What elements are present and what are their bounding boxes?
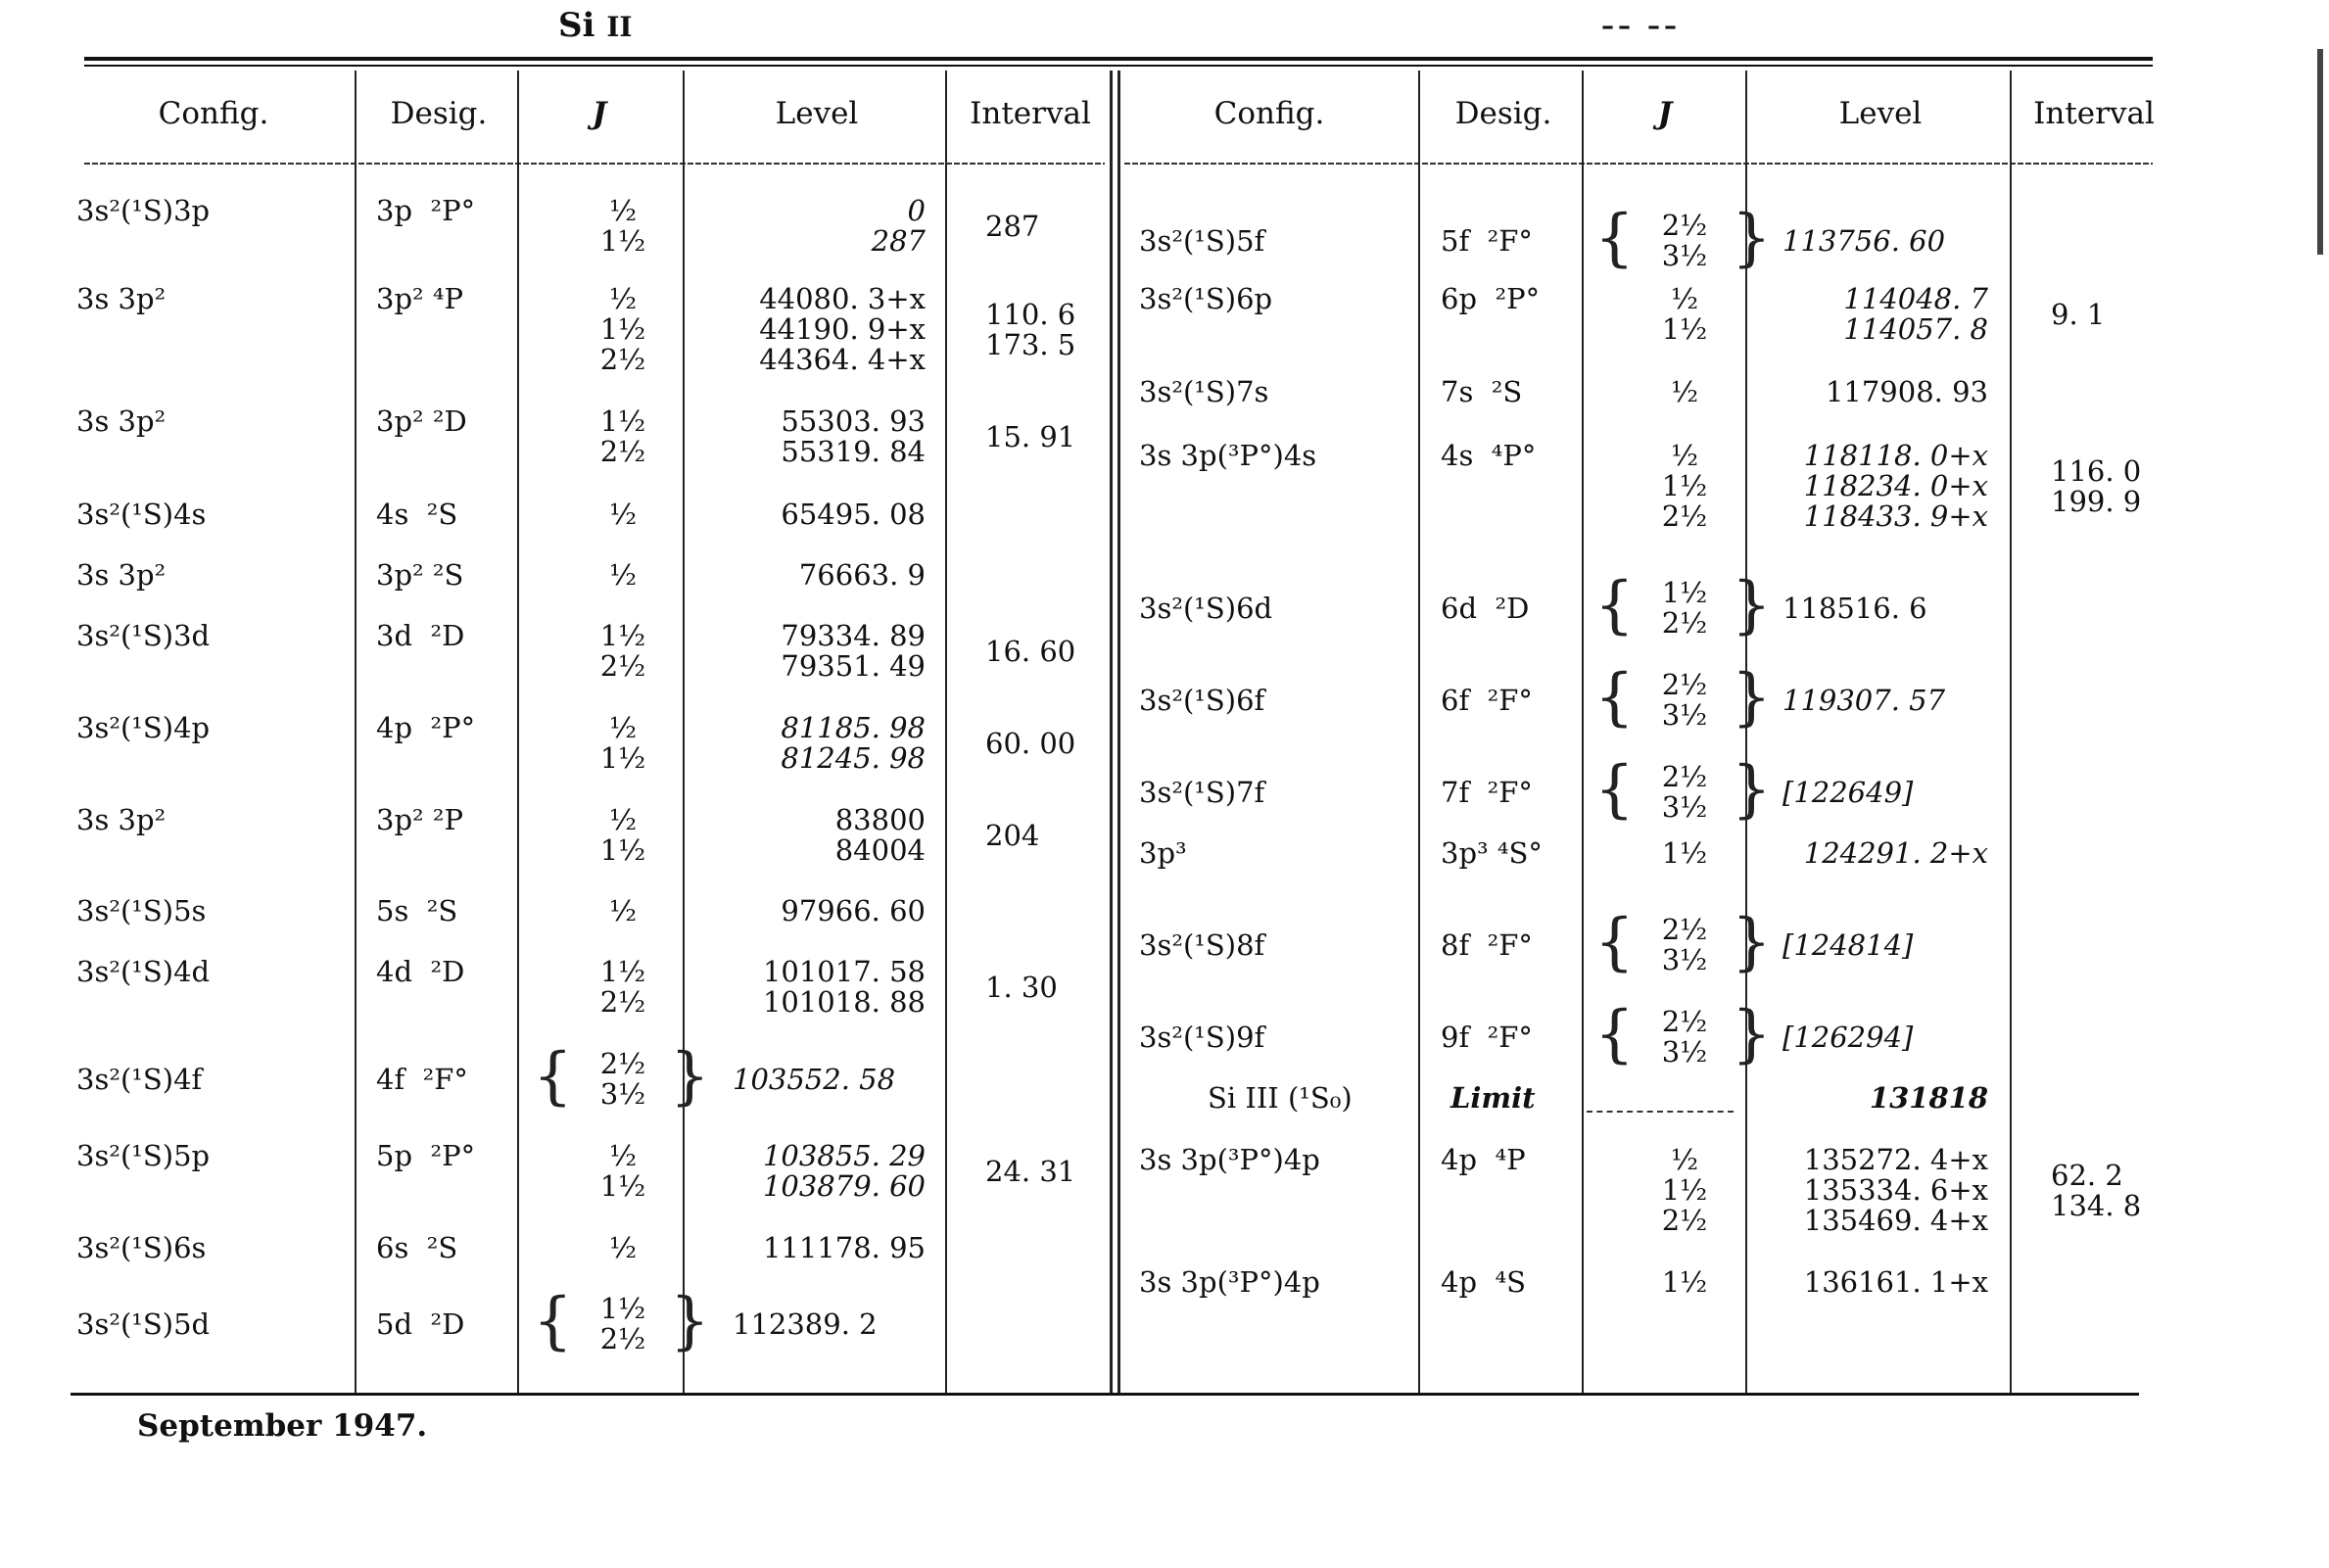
right-level-value: 124291. 2+x <box>1803 836 1988 870</box>
left-level-value: 44080. 3+x <box>759 282 926 315</box>
left-designation: 3p² ²D <box>376 404 467 438</box>
right-config: 3s²(¹S)8f <box>1139 927 1265 962</box>
right-j-value: 3½ <box>1661 698 1708 732</box>
right-j-value: 3½ <box>1661 1035 1708 1069</box>
right-left-brace: { <box>1594 753 1635 826</box>
left-interval-value: 24. 31 <box>985 1154 1076 1188</box>
left-level-value: 112389. 2 <box>733 1307 878 1341</box>
left-j-value: 1½ <box>599 312 646 346</box>
left-j-value: ½ <box>608 282 638 315</box>
left-level-value: 81245. 98 <box>781 741 926 775</box>
right-interval-value: 9. 1 <box>2051 297 2106 331</box>
left-config: 3s²(¹S)4p <box>76 711 211 744</box>
left-config: 3s²(¹S)5s <box>76 894 207 927</box>
left-config: 3s²(¹S)4d <box>76 955 211 988</box>
left-designation: 3p² ²S <box>376 558 464 592</box>
page-title <box>558 6 633 45</box>
left-column-divider <box>355 71 356 1393</box>
left-j-value: ½ <box>608 711 638 744</box>
left-config: 3s²(¹S)4s <box>76 498 207 531</box>
right-designation: 7f ²F° <box>1441 775 1533 809</box>
left-interval-value: 204 <box>985 818 1040 852</box>
left-j-value: ½ <box>608 498 638 531</box>
left-designation: 5d ²D <box>376 1307 465 1341</box>
left-j-value: 1½ <box>599 833 646 867</box>
right-level-value: 135334. 6+x <box>1803 1173 1988 1207</box>
left-header-level: Level <box>775 96 859 131</box>
right-designation: 5f ²F° <box>1441 223 1533 258</box>
left-config: 3s²(¹S)6s <box>76 1231 207 1264</box>
left-config: 3s 3p² <box>76 558 166 592</box>
left-interval-value: 15. 91 <box>985 419 1076 453</box>
left-interval-value: 60. 00 <box>985 726 1076 760</box>
right-config: 3p³ <box>1139 836 1187 870</box>
left-j-value: ½ <box>608 558 638 592</box>
right-header-interval: Interval <box>2033 96 2155 131</box>
left-column-divider <box>945 71 947 1393</box>
right-header-rule <box>1124 163 2153 165</box>
left-level-value: 76663. 9 <box>798 558 926 592</box>
right-designation: 6d ²D <box>1441 591 1530 625</box>
left-level-value: 103855. 29 <box>762 1139 926 1172</box>
left-designation: 4s ²S <box>376 498 458 531</box>
left-j-value: 2½ <box>599 1047 646 1080</box>
right-interval-value: 116. 0 <box>2051 453 2142 488</box>
left-j-value: 1½ <box>599 224 646 258</box>
right-left-brace: { <box>1594 906 1635 978</box>
left-level-value: 103879. 60 <box>762 1169 926 1203</box>
right-config: 3s²(¹S)9f <box>1139 1020 1265 1054</box>
left-level-value: 55319. 84 <box>781 435 926 468</box>
right-j-value: ½ <box>1670 282 1699 315</box>
right-level-value: 114057. 8 <box>1843 312 1988 346</box>
right-right-brace: } <box>1732 753 1772 826</box>
right-designation: 4s ⁴P° <box>1441 439 1537 472</box>
left-j-value: 1½ <box>599 404 646 438</box>
right-config: 3s 3p(³P°)4p <box>1139 1143 1320 1176</box>
right-j-value: 2½ <box>1661 606 1708 640</box>
right-j-value: 2½ <box>1661 1204 1708 1237</box>
left-right-brace: } <box>670 1040 710 1113</box>
left-level-value: 84004 <box>834 833 926 867</box>
left-interval-value: 287 <box>985 209 1040 243</box>
right-designation: 4p ⁴S <box>1441 1265 1526 1299</box>
right-config: 3s²(¹S)6p <box>1139 282 1273 315</box>
right-right-brace: } <box>1732 906 1772 978</box>
right-interval-value: 199. 9 <box>2051 484 2142 518</box>
right-j-value: ½ <box>1670 375 1699 408</box>
right-column-divider <box>1418 71 1420 1393</box>
left-interval-value: 16. 60 <box>985 634 1076 668</box>
left-j-value: 2½ <box>599 343 646 376</box>
right-designation: 9f ²F° <box>1441 1020 1533 1054</box>
left-j-value: ½ <box>608 894 638 927</box>
top-rule-thin <box>84 65 2153 67</box>
left-j-value: 1½ <box>599 1292 646 1325</box>
right-j-value: 1½ <box>1661 1265 1708 1299</box>
right-j-value: ½ <box>1670 439 1699 472</box>
left-designation: 4f ²F° <box>376 1062 468 1096</box>
left-designation: 5p ²P° <box>376 1139 476 1172</box>
right-level-value: [126294] <box>1782 1020 1914 1054</box>
left-designation: 3p² ²P <box>376 803 463 836</box>
right-j-value: 3½ <box>1661 790 1708 824</box>
left-header-j: J <box>592 96 607 131</box>
right-j-value: 2½ <box>1661 760 1708 793</box>
right-header-j: J <box>1657 96 1673 131</box>
top-right-mark: –– –– <box>1601 12 1682 41</box>
right-j-value: 1½ <box>1661 469 1708 502</box>
left-designation: 4p ²P° <box>376 711 476 744</box>
left-level-value: 81185. 98 <box>781 711 926 744</box>
right-left-brace: { <box>1594 202 1635 274</box>
center-double-divider <box>1110 71 1113 1393</box>
right-config: 3s²(¹S)7f <box>1139 775 1265 809</box>
right-header-level: Level <box>1838 96 1923 131</box>
left-level-value: 287 <box>871 224 926 258</box>
left-level-value: 111178. 95 <box>762 1231 926 1264</box>
right-level-value: [122649] <box>1782 775 1914 809</box>
right-j-value: 2½ <box>1661 499 1708 533</box>
right-config: Si III (¹S₀) <box>1208 1081 1353 1115</box>
left-designation: 3d ²D <box>376 619 465 652</box>
footer-date: September 1947. <box>137 1408 428 1444</box>
right-designation: 7s ²S <box>1441 375 1523 408</box>
left-column-divider <box>517 71 519 1393</box>
right-interval-value: 62. 2 <box>2051 1158 2123 1192</box>
left-designation: 4d ²D <box>376 955 465 988</box>
left-header-rule <box>84 163 1105 165</box>
right-j-value: 1½ <box>1661 312 1708 346</box>
left-designation: 3p ²P° <box>376 194 476 227</box>
right-level-value: 136161. 1+x <box>1803 1265 1988 1299</box>
left-header-desig: Desig. <box>390 96 488 131</box>
limit-dashed-line <box>1587 1111 1734 1113</box>
left-level-value: 83800 <box>834 803 926 836</box>
right-designation: 8f ²F° <box>1441 927 1533 962</box>
right-config: 3s²(¹S)6f <box>1139 683 1265 717</box>
left-level-value: 44190. 9+x <box>759 312 926 346</box>
right-j-value: 3½ <box>1661 943 1708 976</box>
left-j-value: ½ <box>608 1231 638 1264</box>
left-interval-value: 110. 6 <box>985 297 1076 331</box>
right-level-value: 118118. 0+x <box>1803 439 1988 472</box>
left-right-brace: } <box>670 1285 710 1357</box>
right-level-value: 113756. 60 <box>1782 223 1946 258</box>
right-level-value: 118516. 6 <box>1782 591 1927 625</box>
left-header-interval: Interval <box>970 96 1091 131</box>
left-interval-value: 173. 5 <box>985 327 1076 361</box>
left-left-brace: { <box>533 1040 573 1113</box>
right-left-brace: { <box>1594 661 1635 734</box>
right-j-value: 3½ <box>1661 239 1708 272</box>
right-header-desig: Desig. <box>1454 96 1552 131</box>
left-level-value: 79334. 89 <box>781 619 926 652</box>
left-level-value: 55303. 93 <box>781 404 926 438</box>
right-j-value: 2½ <box>1661 913 1708 946</box>
left-j-value: ½ <box>608 1139 638 1172</box>
left-column-divider <box>683 71 685 1393</box>
right-designation: 6p ²P° <box>1441 282 1541 315</box>
right-level-value: 135469. 4+x <box>1803 1204 1988 1237</box>
right-level-value: 117908. 93 <box>1825 375 1988 408</box>
left-j-value: ½ <box>608 803 638 836</box>
left-config: 3s 3p² <box>76 282 166 315</box>
right-header-config: Config. <box>1213 96 1325 131</box>
left-j-value: 1½ <box>599 1169 646 1203</box>
right-j-value: 1½ <box>1661 576 1708 609</box>
left-j-value: ½ <box>608 194 638 227</box>
left-designation: 3p² ⁴P <box>376 282 463 315</box>
right-designation: Limit <box>1450 1081 1536 1115</box>
left-level-value: 79351. 49 <box>781 649 926 683</box>
left-j-value: 1½ <box>599 955 646 988</box>
center-double-divider <box>1117 71 1120 1393</box>
right-config: 3s²(¹S)6d <box>1139 591 1273 625</box>
right-config: 3s²(¹S)7s <box>1139 375 1269 408</box>
left-config: 3s²(¹S)4f <box>76 1062 203 1096</box>
left-designation: 6s ²S <box>376 1231 458 1264</box>
left-j-value: 3½ <box>599 1077 646 1111</box>
left-j-value: 2½ <box>599 435 646 468</box>
right-j-value: 1½ <box>1661 1173 1708 1207</box>
left-config: 3s 3p² <box>76 803 166 836</box>
left-j-value: 2½ <box>599 1322 646 1355</box>
right-config: 3s 3p(³P°)4s <box>1139 439 1317 472</box>
right-level-value: 114048. 7 <box>1843 282 1988 315</box>
right-level-value: 119307. 57 <box>1782 683 1946 717</box>
bottom-rule <box>71 1393 2139 1396</box>
right-right-brace: } <box>1732 998 1772 1070</box>
left-level-value: 65495. 08 <box>781 498 926 531</box>
left-level-value: 101017. 58 <box>762 955 926 988</box>
right-level-value: [124814] <box>1782 927 1914 962</box>
left-j-value: 1½ <box>599 619 646 652</box>
right-interval-value: 134. 8 <box>2051 1188 2142 1222</box>
right-right-brace: } <box>1732 661 1772 734</box>
left-level-value: 44364. 4+x <box>759 343 926 376</box>
left-left-brace: { <box>533 1285 573 1357</box>
top-rule <box>84 57 2153 61</box>
right-column-divider <box>1582 71 1584 1393</box>
right-level-value: 135272. 4+x <box>1803 1143 1988 1176</box>
left-j-value: 2½ <box>599 649 646 683</box>
left-j-value: 2½ <box>599 985 646 1019</box>
left-level-value: 97966. 60 <box>781 894 926 927</box>
right-j-value: 1½ <box>1661 836 1708 870</box>
title-element: Si <box>558 6 595 45</box>
right-j-value: ½ <box>1670 1143 1699 1176</box>
left-header-config: Config. <box>158 96 269 131</box>
right-column-divider <box>2010 71 2012 1393</box>
right-designation: 4p ⁴P <box>1441 1143 1526 1176</box>
right-config: 3s 3p(³P°)4p <box>1139 1265 1320 1299</box>
left-designation: 5s ²S <box>376 894 458 927</box>
right-designation: 3p³ ⁴S° <box>1441 836 1543 870</box>
left-level-value: 0 <box>907 194 926 227</box>
left-config: 3s²(¹S)5p <box>76 1139 211 1172</box>
right-left-brace: { <box>1594 998 1635 1070</box>
right-level-value: 118234. 0+x <box>1803 469 1988 502</box>
right-designation: 6f ²F° <box>1441 683 1533 717</box>
scan-edge-mark <box>2317 49 2323 255</box>
left-config: 3s²(¹S)3d <box>76 619 211 652</box>
right-j-value: 2½ <box>1661 668 1708 701</box>
left-j-value: 1½ <box>599 741 646 775</box>
right-right-brace: } <box>1732 202 1772 274</box>
right-config: 3s²(¹S)5f <box>1139 223 1265 258</box>
left-interval-value: 1. 30 <box>985 970 1058 1004</box>
right-left-brace: { <box>1594 569 1635 641</box>
right-level-value: 131818 <box>1869 1081 1988 1115</box>
right-level-value: 118433. 9+x <box>1803 499 1988 533</box>
left-config: 3s 3p² <box>76 404 166 438</box>
right-j-value: 2½ <box>1661 209 1708 242</box>
right-j-value: 2½ <box>1661 1005 1708 1038</box>
title-ion: II <box>606 11 633 43</box>
left-level-value: 103552. 58 <box>733 1062 896 1096</box>
left-config: 3s²(¹S)5d <box>76 1307 211 1341</box>
right-right-brace: } <box>1732 569 1772 641</box>
left-config: 3s²(¹S)3p <box>76 194 211 227</box>
left-level-value: 101018. 88 <box>762 985 926 1019</box>
